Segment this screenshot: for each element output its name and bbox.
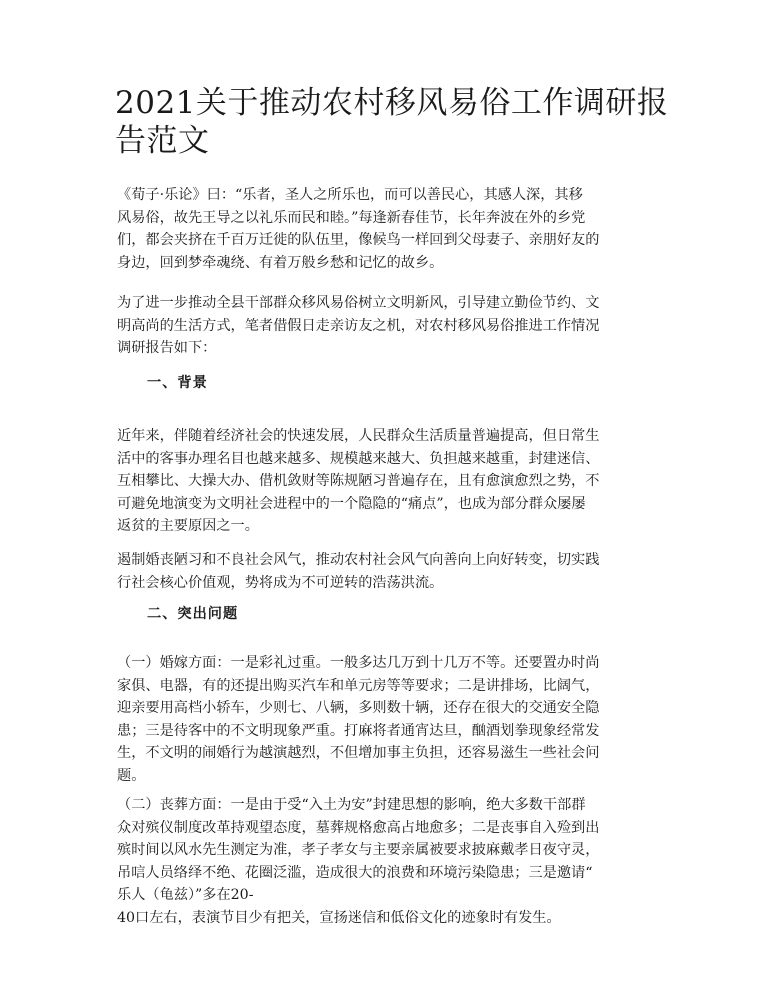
paragraph-line: 迎亲要用高档小轿车，少则七、八辆，多则数十辆，还存在很大的交通安全隐 <box>117 700 600 716</box>
title-line: 2021关于推动农村移风易俗工作调研报 <box>115 85 669 121</box>
paragraph-background <box>117 425 657 538</box>
section-heading-problems: 二、突出问题 <box>147 606 239 622</box>
title-line: 告范文 <box>115 123 210 159</box>
paragraph-line: 生，不文明的闹婚行为越演越烈，不但增加事主负担，还容易滋生一些社会问 <box>117 745 600 761</box>
paragraph-line: 行社会核心价值观，势将成为不可逆转的浩荡洪流。 <box>117 574 444 591</box>
section-heading-background: 一、背景 <box>147 375 208 391</box>
paragraph-line: 们，都会夹挤在千百万迁徙的队伍里，像候鸟一样回到父母妻子、亲朋好友的 <box>117 232 600 248</box>
paragraph-line: 互相攀比、大操大办、借机敛财等陈规陋习普遍存在，且有愈演愈烈之势，不 <box>117 473 600 489</box>
paragraph-line: 遏制婚丧陋习和不良社会风气，推动农村社会风气向善向上向好转变，切实践 <box>117 552 600 568</box>
paragraph-line: 可避免地演变为文明社会进程中的一个隐隐的“痛点”，也成为部分群众屡屡 <box>117 495 586 512</box>
paragraph-line: 40口左右，表演节目少有把关，宣扬迷信和低俗文化的迹象时有发生。 <box>117 909 561 926</box>
paragraph-line: 明高尚的生活方式，笔者借假日走亲访友之机，对农村移风易俗推进工作情况 <box>117 317 600 334</box>
paragraph-line: 调研报告如下： <box>117 340 217 356</box>
paragraph-purpose <box>117 292 657 360</box>
paragraph-curb <box>117 549 657 594</box>
paragraph-line: 殡时间以风水先生测定为准，孝子孝女与主要亲属被要求披麻戴孝日夜守灵， <box>117 842 600 858</box>
paragraph-line: 《荀子·乐论》曰：“乐者，圣人之所乐也，而可以善民心，其感人深，其移 <box>117 187 583 203</box>
paragraph-line: 患；三是待客中的不文明现象严重。打麻将者通宵达旦，酗酒划拳现象经常发 <box>117 722 600 739</box>
paragraph-line: 近年来，伴随着经济社会的快速发展，人民群众生活质量普遍提高，但日常生 <box>117 428 600 444</box>
paragraph-line: 乐人（龟兹）”多在20- <box>117 887 254 903</box>
paragraph-line: 身边，回到梦牵魂绕、有着万般乡愁和记忆的故乡。 <box>117 254 444 271</box>
paragraph-line: （一）婚嫁方面：一是彩礼过重。一般多达几万到十几万不等。还要置办时尚 <box>117 655 600 671</box>
paragraph-intro <box>117 184 657 274</box>
paragraph-line: 题。 <box>117 767 146 784</box>
paragraph-funeral <box>117 794 657 929</box>
paragraph-marriage <box>117 652 657 787</box>
paragraph-line: 风易俗，故先王导之以礼乐而民和睦。”每逢新春佳节，长年奔波在外的乡党 <box>117 209 586 226</box>
paragraph-line: 返贫的主要原因之一。 <box>117 518 259 534</box>
paragraph-line: 家俱、电器，有的还提出购买汽车和单元房等等要求；二是讲排场，比阔气， <box>117 677 600 694</box>
paragraph-line: 吊唁人员络绎不绝、花圈泛滥，造成很大的浪费和环境污染隐患；三是邀请“ <box>117 864 593 881</box>
paragraph-line: 活中的客事办理名目也越来越多、规模越来越大、负担越来越重，封建迷信、 <box>117 450 600 467</box>
paragraph-line: 为了进一步推动全县干部群众移风易俗树立文明新风，引导建立勤俭节约、文 <box>117 295 600 311</box>
paragraph-line: （二）丧葬方面：一是由于受“入土为安”封建思想的影响，绝大多数干部群 <box>117 797 586 813</box>
document-title <box>115 84 669 160</box>
paragraph-line: 众对殡仪制度改革持观望态度，墓葬规格愈高占地愈多；二是丧事自入殓到出 <box>117 819 600 836</box>
